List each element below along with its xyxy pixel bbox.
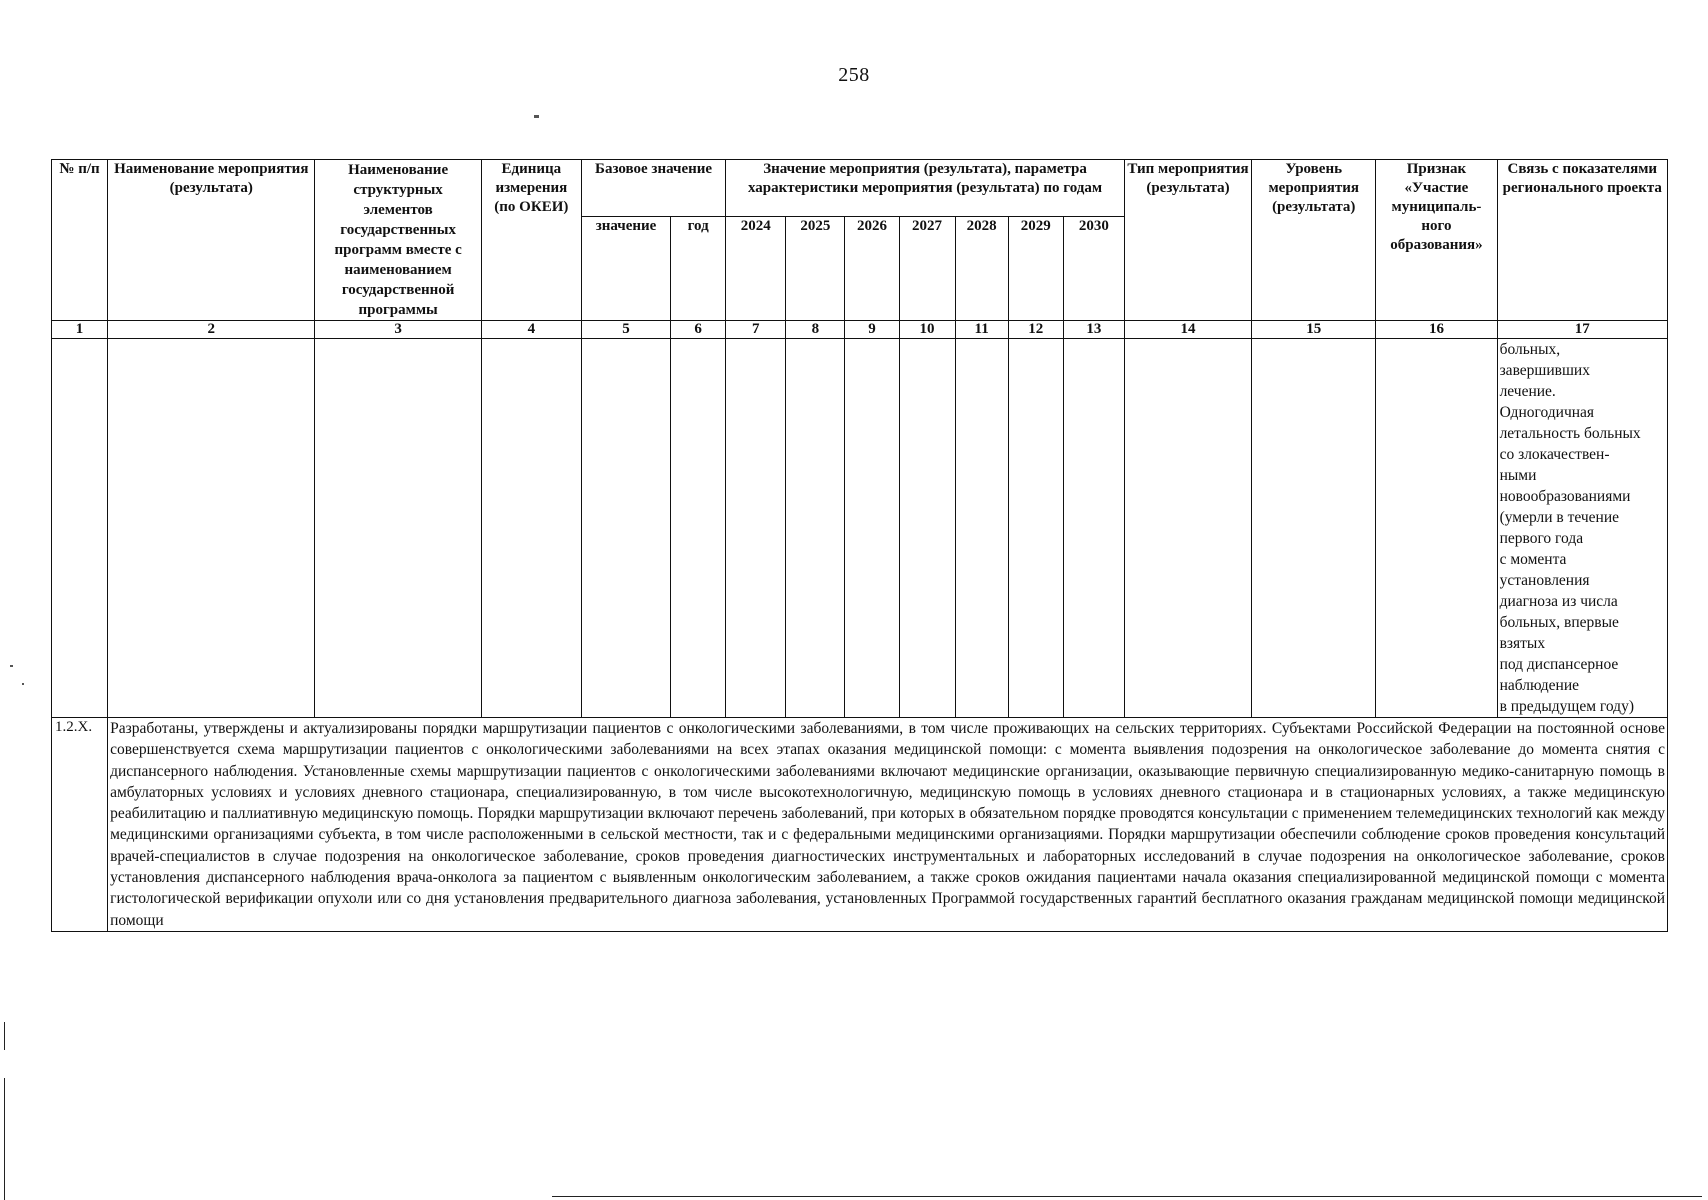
header-base-value: Базовое значение (581, 160, 725, 217)
header-year: 2026 (845, 216, 899, 320)
column-number: 12 (1008, 321, 1063, 339)
empty-cell (481, 339, 581, 718)
row-1-2-x (52, 718, 1668, 932)
column-number: 14 (1124, 321, 1251, 339)
column-number: 2 (108, 321, 315, 339)
header-year: 2030 (1063, 216, 1124, 320)
header-year: 2028 (955, 216, 1008, 320)
scan-speck (22, 683, 24, 685)
header-base-value-value: значение (581, 216, 670, 320)
header-unit: Единица измерения (по ОКЕИ) (481, 160, 581, 321)
empty-cell (671, 339, 726, 718)
column-number: 7 (726, 321, 786, 339)
header-year: 2029 (1008, 216, 1063, 320)
column-number: 15 (1252, 321, 1376, 339)
header-regional-link: Связь с показателями регионального проекта (1497, 160, 1667, 321)
empty-cell (899, 339, 955, 718)
empty-cell (52, 339, 108, 718)
empty-cell (108, 339, 315, 718)
column-number: 17 (1497, 321, 1667, 339)
header-structural-elements: Наименование структурных элементов государственных программ вместе с наименованием государственной программы (315, 160, 481, 321)
column-numbers-row (52, 321, 1668, 339)
scan-speck (10, 665, 13, 667)
empty-cell (845, 339, 899, 718)
scan-bottom-line (552, 1196, 1702, 1197)
column-number: 11 (955, 321, 1008, 339)
header-base-value-year: год (671, 216, 726, 320)
empty-cell (315, 339, 481, 718)
column-number: 6 (671, 321, 726, 339)
regional-link-continuation: больных, завершивших лечение. Одногодичная летальность больных со злокачествен- ными новообразованиями (умерли в течение первого года с момента установления диагноза из числа больных, впервые взятых под диспансерное наблюдение в предыдущем году) (1497, 339, 1667, 718)
continuation-row (52, 339, 1668, 718)
column-number: 4 (481, 321, 581, 339)
empty-cell (955, 339, 1008, 718)
column-number: 5 (581, 321, 670, 339)
header-year: 2027 (899, 216, 955, 320)
column-number: 3 (315, 321, 481, 339)
column-number: 8 (786, 321, 845, 339)
header-event-level: Уровень мероприятия (результата) (1252, 160, 1376, 321)
scan-speck (534, 115, 539, 118)
header-year: 2024 (726, 216, 786, 320)
column-number: 1 (52, 321, 108, 339)
empty-cell (1063, 339, 1124, 718)
empty-cell (581, 339, 670, 718)
header-municipal-participation: Признак «Участие муниципаль-ного образования» (1376, 160, 1497, 321)
empty-cell (726, 339, 786, 718)
events-table (51, 159, 1668, 932)
scan-edge-line (4, 1078, 5, 1200)
empty-cell (1252, 339, 1376, 718)
row-number: 1.2.X. (52, 718, 108, 932)
column-number: 9 (845, 321, 899, 339)
column-number: 16 (1376, 321, 1497, 339)
empty-cell (1124, 339, 1251, 718)
empty-cell (1376, 339, 1497, 718)
empty-cell (1008, 339, 1063, 718)
column-number: 10 (899, 321, 955, 339)
scan-edge-line (4, 1022, 5, 1050)
row-description: Разработаны, утверждены и актуализированы порядки маршрутизации пациентов с онкологическими заболеваниями, в том числе проживающих на сельских территориях. Субъектами Российской Федерации на постоянной основе совершенствуется схема маршрутизации пациентов с онкологическими заболеваниями на всех этапах оказания медицинской помощи: с момента выявления подозрения на онкологическое заболевание до момента снятия с диспансерного наблюдения. Установленные схемы маршрутизации пациентов с онкологическими заболеваниями включают медицинские организации, оказывающие первичную специализированную медико-санитарную помощь в амбулаторных условиях и условиях дневного стационара, специализированную, в том числе высокотехнологичную, медицинскую помощь в условиях дневного стационара и в стационарных условиях, а также медицинскую реабилитацию и паллиативную медицинскую помощь. Порядки маршрутизации включают перечень заболеваний, при которых в обязательном порядке проводятся консультации с применением телемедицинских технологий как между медицинскими организациями субъекта, в том числе расположенными в сельской местности, так и с федеральными медицинскими организациями. Порядки маршрутизации обеспечили соблюдение сроков проведения консультаций врачей-специалистов в случае подозрения на онкологическое заболевание, сроков проведения диагностических инструментальных и лабораторных исследований в случае подозрения на онкологическое заболевание, сроков установления диспансерного наблюдения врача-онколога за пациентом с выявленным онкологическим заболеванием, а также сроков ожидания пациентами начала оказания специализированной медицинской помощи с момента гистологической верификации опухоли или со дня установления предварительного диагноза заболевания, установленных Программой государственных гарантий бесплатного оказания гражданам медицинской помощи медицинской помощи (108, 718, 1668, 932)
header-values-by-year: Значение мероприятия (результата), параметра характеристики мероприятия (результата) по годам (726, 160, 1125, 217)
header-event-name: Наименование мероприятия (результата) (108, 160, 315, 321)
column-number: 13 (1063, 321, 1124, 339)
header-number: № п/п (52, 160, 108, 321)
header-event-type: Тип мероприятия (результата) (1124, 160, 1251, 321)
header-year: 2025 (786, 216, 845, 320)
empty-cell (786, 339, 845, 718)
page-number: 258 (838, 64, 870, 86)
header-row-top (52, 160, 1668, 217)
